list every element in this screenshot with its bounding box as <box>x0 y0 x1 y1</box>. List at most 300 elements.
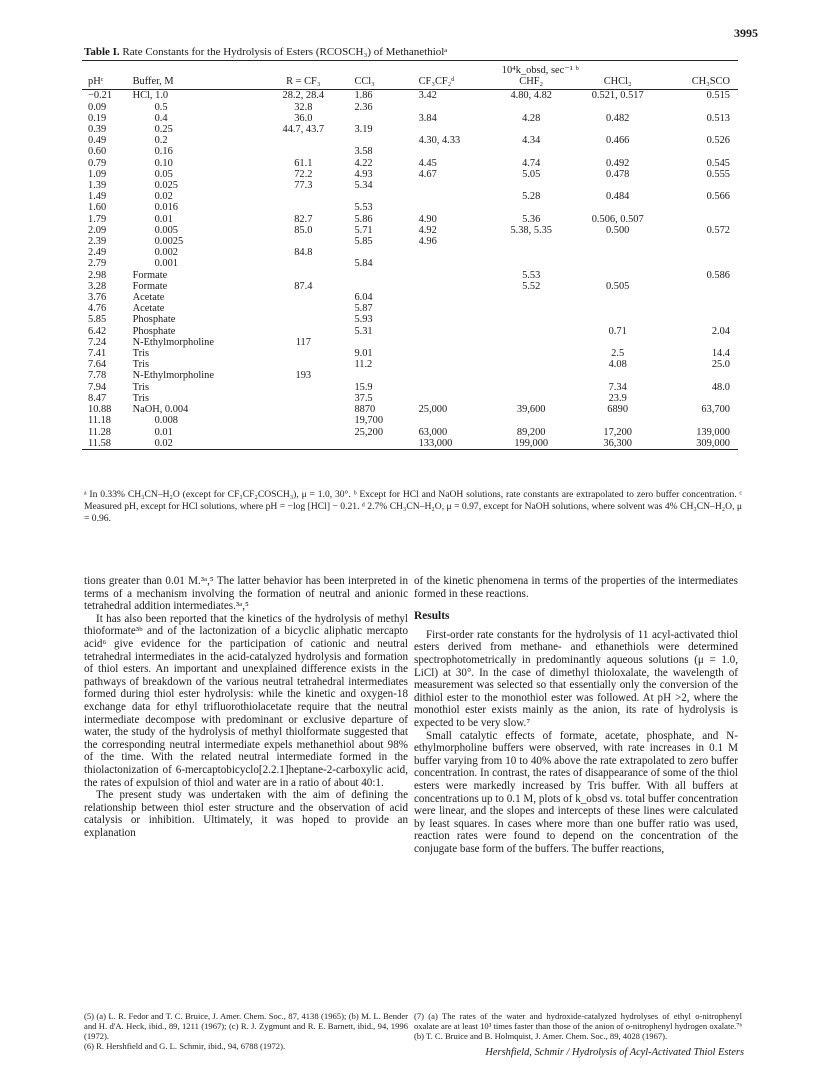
table-cell-ccl3: 5.71 <box>354 224 373 236</box>
table-cell-r-cf3 <box>264 270 342 281</box>
table-cell-buffer: Phosphate <box>132 325 176 337</box>
table-cell-cf3cf2 <box>409 258 490 269</box>
table-cell-ch3sco <box>663 236 738 247</box>
table-cell-chf2 <box>490 314 573 325</box>
table-cell-buffer: 0.10 <box>154 157 173 169</box>
table-cell-buffer: Acetate <box>132 292 165 304</box>
table-row <box>82 359 738 370</box>
table-cell-ch3sco <box>663 393 738 404</box>
table-cell-ph: 2.49 <box>88 247 107 259</box>
table-cell-r-cf3 <box>264 382 342 393</box>
table-cell-chf2 <box>490 303 573 314</box>
table-cell-buffer: 0.5 <box>154 101 168 113</box>
table-cell-ch3sco: 48.0 <box>711 381 730 393</box>
table-cell-buffer: HCl, 1.0 <box>132 90 169 102</box>
table-cell-ch3sco <box>663 146 738 157</box>
table-cell-ch3sco <box>663 292 738 303</box>
table-cell-chcl2: 23.9 <box>608 392 627 404</box>
table-cell-ph: 2.79 <box>88 258 107 270</box>
table-cell-ccl3 <box>342 270 408 281</box>
table-cell-cf3cf2 <box>409 270 490 281</box>
table-cell-ccl3: 11.2 <box>354 359 373 371</box>
table-cell-ch3sco: 25.0 <box>711 359 730 371</box>
table-cell-r-cf3 <box>264 393 342 404</box>
column-header-buffer: Buffer, M <box>129 76 265 90</box>
table-cell-chcl2 <box>573 247 663 258</box>
table-cell-buffer: 0.05 <box>154 168 173 180</box>
table-cell-ph: 11.58 <box>82 438 129 450</box>
table-row <box>82 214 738 225</box>
table-cell-ccl3 <box>342 337 408 348</box>
table-cell-ph: 8.47 <box>88 392 107 404</box>
table-cell-r-cf3: 82.7 <box>294 213 313 225</box>
column-header-cf3cf2: CF₃CF₂ᵈ <box>409 76 490 90</box>
table-cell-ccl3: 5.53 <box>354 202 373 214</box>
table-cell-ccl3: 15.9 <box>354 381 373 393</box>
table-cell-ch3sco <box>663 303 738 314</box>
column-header-ph: pHᶜ <box>82 76 129 90</box>
table-cell-ccl3: 8870 <box>354 404 376 416</box>
left-paragraph-3: The present study was undertaken with the aim of defining the relationship between thiol ester structure and the observation of acid catalysis or inhibition. Ultimately, it was hoped to provide an explanation <box>84 789 408 839</box>
table-cell-chcl2: 0.521, 0.517 <box>591 90 644 102</box>
table-cell-ccl3 <box>342 438 408 450</box>
table-cell-r-cf3: 44.7, 43.7 <box>282 124 325 136</box>
table-cell-chcl2: 17,200 <box>603 426 632 438</box>
table-cell-r-cf3 <box>264 404 342 415</box>
units-header: 10⁴k_obsd, sec⁻¹ ᵇ <box>501 65 579 76</box>
table-cell-ph: 11.28 <box>88 426 111 438</box>
table-row <box>82 146 738 157</box>
reference-item: (5) (a) L. R. Fedor and T. C. Bruice, J. Amer. Chem. Soc., 87, 4138 (1965); (b) M. L. Bender and H. d'A. Heck, ibid., 89, 1211 (1967); (c) R. J. Zygmunt and R. E. Barnett, ibid., 94, 1996 (1972). <box>84 1011 408 1041</box>
table-cell-ph: 1.60 <box>88 202 107 214</box>
table-row <box>82 281 738 292</box>
table-cell-ch3sco: 0.566 <box>706 191 730 203</box>
table-cell-r-cf3 <box>264 303 342 314</box>
table-cell-cf3cf2: 4.96 <box>418 236 437 248</box>
table-cell-ccl3: 37.5 <box>354 392 373 404</box>
table-cell-cf3cf2: 4.67 <box>418 168 437 180</box>
table-cell-buffer: Tris <box>132 359 149 371</box>
table-cell-chcl2 <box>573 270 663 281</box>
table-cell-r-cf3: 87.4 <box>294 280 313 292</box>
table-cell-cf3cf2: 63,000 <box>418 426 448 438</box>
table-cell-buffer: 0.02 <box>129 438 265 450</box>
table-row <box>82 169 738 180</box>
table-cell-r-cf3: 72.2 <box>294 168 313 180</box>
table-cell-ch3sco <box>663 314 738 325</box>
table-cell-chcl2 <box>573 314 663 325</box>
table-row <box>82 337 738 348</box>
table-cell-r-cf3: 193 <box>295 370 312 382</box>
table-cell-ch3sco <box>663 370 738 381</box>
table-cell-ch3sco <box>663 102 738 113</box>
table-cell-cf3cf2: 25,000 <box>418 404 448 416</box>
table-title: Rate Constants for the Hydrolysis of Esters (RCOSCH₃) of Methanethiolᵃ <box>122 46 448 58</box>
table-cell-ch3sco: 14.4 <box>711 348 730 360</box>
table-cell-cf3cf2 <box>409 326 490 337</box>
table-body <box>82 90 738 450</box>
table-cell-chf2: 4.28 <box>522 112 541 124</box>
table-cell-cf3cf2 <box>409 202 490 213</box>
table-cell-r-cf3 <box>264 326 342 337</box>
table-cell-r-cf3 <box>264 348 342 359</box>
table-cell-ch3sco: 309,000 <box>663 438 738 450</box>
table-row <box>82 135 738 146</box>
table-cell-ch3sco: 0.526 <box>706 135 730 147</box>
table-cell-ch3sco: 63,700 <box>701 404 730 416</box>
table-cell-ch3sco <box>663 124 738 135</box>
table-cell-buffer: 0.02 <box>154 191 173 203</box>
table-cell-ch3sco: 0.572 <box>706 224 730 236</box>
table-cell-r-cf3: 61.1 <box>294 157 313 169</box>
table-cell-cf3cf2 <box>409 415 490 426</box>
table-cell-chcl2 <box>573 124 663 135</box>
table-cell-ccl3: 9.01 <box>354 348 373 360</box>
table-cell-chcl2 <box>573 236 663 247</box>
table-cell-r-cf3 <box>264 314 342 325</box>
table-cell-chcl2: 0.478 <box>605 168 630 180</box>
table-cell-chcl2: 0.466 <box>605 135 630 147</box>
right-column <box>414 575 738 855</box>
table-cell-chf2: 4.74 <box>522 157 541 169</box>
table-cell-ccl3: 4.22 <box>354 157 373 169</box>
table-cell-r-cf3: 36.0 <box>294 112 313 124</box>
table-cell-chcl2 <box>573 180 663 191</box>
table-row <box>82 90 738 102</box>
table-cell-ph: 0.79 <box>88 157 107 169</box>
table-row <box>82 382 738 393</box>
table-cell-buffer: Tris <box>132 348 149 360</box>
table-cell-ccl3: 3.19 <box>354 124 373 136</box>
table-cell-chcl2: 7.34 <box>608 381 627 393</box>
table-cell-chcl2: 0.484 <box>605 191 630 203</box>
table-cell-chcl2: 0.505 <box>605 280 630 292</box>
table-cell-cf3cf2: 4.92 <box>418 224 437 236</box>
table-row <box>82 270 738 281</box>
column-header-chf2: CHF₂ <box>490 76 573 90</box>
table-cell-ccl3: 4.93 <box>354 168 373 180</box>
table-cell-ccl3 <box>342 113 408 124</box>
table-cell-ch3sco: 0.586 <box>706 269 730 281</box>
right-paragraph-2: First-order rate constants for the hydrolysis of 11 acyl-activated thiol esters derived from methane- and ethanethiols were determined spectrophotometrically in predominantly aqueous solutions (μ = 1.0, LiCl) at 30°. In the case of dimethyl thioloxalate, the wavelength of measurement was selected so that essentially only the conversion of the dithiol ester to the monothiol ester was followed. At pH >2, where the monothiol ester exists mainly as the anion, its rate of hydrolysis is expected to be very slow.⁷ <box>414 628 738 729</box>
table-row <box>82 113 738 124</box>
table-cell-buffer: Tris <box>132 392 149 404</box>
table-cell-cf3cf2 <box>409 393 490 404</box>
table-cell-chf2 <box>490 359 573 370</box>
table-cell-chf2 <box>490 292 573 303</box>
table-cell-chf2 <box>490 146 573 157</box>
table-cell-r-cf3: 28.2, 28.4 <box>282 90 325 102</box>
results-heading: Results <box>414 610 450 623</box>
table-cell-cf3cf2 <box>409 292 490 303</box>
table-cell-chcl2 <box>573 102 663 113</box>
table-cell-chf2 <box>490 180 573 191</box>
table-cell-chf2 <box>490 236 573 247</box>
table-row <box>82 180 738 191</box>
table-cell-r-cf3 <box>264 135 342 146</box>
table-cell-buffer: N-Ethylmorpholine <box>132 370 214 382</box>
table-cell-chcl2 <box>573 303 663 314</box>
table-cell-chcl2: 0.500 <box>605 224 630 236</box>
table-cell-ch3sco: 0.545 <box>706 157 730 169</box>
table-cell-ph: 1.39 <box>88 180 107 192</box>
table-cell-r-cf3 <box>264 427 342 438</box>
table-cell-chcl2 <box>573 146 663 157</box>
table-cell-cf3cf2 <box>409 102 490 113</box>
table-cell-cf3cf2 <box>409 191 490 202</box>
table-row <box>82 348 738 359</box>
table-cell-buffer: 0.005 <box>154 224 178 236</box>
table-cell-chf2: 5.52 <box>522 280 541 292</box>
table-cell-ccl3: 5.34 <box>354 180 373 192</box>
table-cell-r-cf3 <box>264 438 342 450</box>
table-cell-r-cf3: 84.8 <box>294 247 313 259</box>
table-cell-r-cf3 <box>264 359 342 370</box>
table-cell-ph: 10.88 <box>88 404 112 416</box>
table-cell-cf3cf2 <box>409 124 490 135</box>
table-cell-chf2 <box>490 202 573 213</box>
table-cell-ch3sco: 0.555 <box>706 168 730 180</box>
table-cell-ph: 2.98 <box>88 269 107 281</box>
table-row <box>82 314 738 325</box>
table-cell-chf2 <box>490 124 573 135</box>
table-cell-cf3cf2: 133,000 <box>409 438 490 450</box>
left-column <box>84 575 408 839</box>
table-cell-ch3sco <box>663 415 738 426</box>
column-header-ccl3: CCl₃ <box>342 76 408 90</box>
table-cell-ch3sco <box>663 247 738 258</box>
table-cell-ph: 0.60 <box>88 146 107 158</box>
table-cell-chf2: 4.34 <box>522 135 541 147</box>
table-cell-chf2: 5.28 <box>522 191 541 203</box>
table-cell-buffer: Phosphate <box>132 314 176 326</box>
table-cell-ph: 0.09 <box>88 101 107 113</box>
table-cell-chf2 <box>490 247 573 258</box>
table-cell-r-cf3: 117 <box>295 336 311 348</box>
column-header-r-cf3: R = CF₃ <box>264 76 342 90</box>
table-row <box>82 303 738 314</box>
table-cell-cf3cf2 <box>409 382 490 393</box>
table-cell-ch3sco: 0.513 <box>706 112 730 124</box>
table-cell-buffer: 0.016 <box>154 202 178 214</box>
table-cell-chf2 <box>490 415 573 426</box>
table-cell-cf3cf2 <box>409 180 490 191</box>
table-cell-ch3sco <box>663 258 738 269</box>
table-cell-ccl3: 6.04 <box>354 292 373 304</box>
table-cell-ph: 2.39 <box>88 236 107 248</box>
table-cell-r-cf3 <box>264 191 342 202</box>
table-cell-ch3sco <box>663 202 738 213</box>
table-cell-buffer: 0.008 <box>154 415 178 427</box>
table-cell-chcl2: 0.482 <box>605 112 630 124</box>
table-cell-buffer: Formate <box>132 280 168 292</box>
table-cell-ph: 2.09 <box>88 224 107 236</box>
table-cell-ccl3 <box>342 247 408 258</box>
table-cell-ph: 11.18 <box>88 415 111 427</box>
table-cell-cf3cf2 <box>409 337 490 348</box>
table-cell-r-cf3: 32.8 <box>294 101 313 113</box>
table-cell-ccl3 <box>342 281 408 292</box>
table-cell-chf2 <box>490 393 573 404</box>
table-cell-chf2: 89,200 <box>516 426 546 438</box>
table-row <box>82 102 738 113</box>
table-cell-ph: 0.19 <box>88 112 107 124</box>
table-cell-ccl3 <box>342 370 408 381</box>
table-row <box>82 370 738 381</box>
table-cell-ccl3: 2.36 <box>354 101 373 113</box>
table-cell-ch3sco <box>663 214 738 225</box>
table-row <box>82 427 738 438</box>
table-cell-ccl3: 5.31 <box>354 325 373 337</box>
table-row <box>82 404 738 415</box>
table-cell-chf2: 199,000 <box>490 438 573 450</box>
left-paragraph-2: It has also been reported that the kinetics of the hydrolysis of methyl thioformate³ᵇ and of the lactonization of a bicyclic aliphatic mercapto acid⁶ give evidence for the participation of cationic and neutral tetrahedral intermediates in the acid-catalyzed hydrolysis and formation of thiol esters. An important and unexplained difference exists in the pathways of breakdown of the various neutral tetrahedral intermediates formed during thiol ester hydrolysis: while the kinetic and oxygen-18 exchange data for ethyl trifluorothiolacetate require that the neutral intermediate decompose with predominant or exclusive departure of water, the study of the hydrolysis of methyl thiolformate suggested that the corresponding neutral intermediate expels methanethiol about 98% of the time. With the related neutral intermediate formed in the thiolactonization of 6-mercaptobicyclo[2.2.1]heptane-2-carboxylic acid, the rates of expulsion of thiol and water are in a ratio of about 40:1. <box>84 612 408 789</box>
table-cell-chf2: 5.36 <box>522 213 541 225</box>
table-cell-ph: 3.76 <box>88 292 107 304</box>
column-header-chcl2: CHCl₂ <box>573 76 663 90</box>
table-cell-buffer: Tris <box>132 381 149 393</box>
table-cell-ch3sco <box>663 180 738 191</box>
table-cell-chcl2: 0.506, 0.507 <box>591 213 644 225</box>
table-cell-ccl3 <box>342 135 408 146</box>
table-cell-chcl2 <box>573 415 663 426</box>
table-cell-ccl3: 3.58 <box>354 146 373 158</box>
table-cell-ccl3: 25,200 <box>354 426 384 438</box>
table-cell-ph: 1.09 <box>88 168 107 180</box>
table-cell-chcl2: 4.08 <box>608 359 627 371</box>
table-cell-ph: 0.49 <box>88 135 107 147</box>
table-cell-chf2 <box>490 348 573 359</box>
table-cell-ph: 5.85 <box>88 314 107 326</box>
table-cell-ph: 1.49 <box>88 191 107 203</box>
table-cell-ph: 7.78 <box>88 370 107 382</box>
left-paragraph-1: tions greater than 0.01 M.³ᵃ,⁵ The latter behavior has been interpreted in terms of a mechanism involving the formation of neutral and anionic tetrahedral addition intermediates.³ᵃ,⁵ <box>84 575 408 613</box>
table-row <box>82 415 738 426</box>
table-cell-buffer: Acetate <box>132 303 165 315</box>
table-cell-chf2 <box>490 258 573 269</box>
table-row <box>82 202 738 213</box>
table-cell-buffer: 0.0025 <box>154 236 184 248</box>
table-cell-chcl2 <box>573 202 663 213</box>
table-row <box>82 292 738 303</box>
table-cell-cf3cf2 <box>409 348 490 359</box>
table-cell-buffer: 0.4 <box>154 112 168 124</box>
table-cell-chf2 <box>490 337 573 348</box>
page-number: 3995 <box>734 26 758 40</box>
column-header-ch3sco: CH₃SCO <box>663 76 738 90</box>
table-cell-ccl3: 19,700 <box>354 415 384 427</box>
table-cell-chf2: 4.80, 4.82 <box>510 90 552 102</box>
table-cell-ccl3: 5.85 <box>354 236 373 248</box>
table-cell-buffer: N-Ethylmorpholine <box>132 336 214 348</box>
table-cell-ch3sco <box>663 337 738 348</box>
rate-constants-table <box>82 60 738 450</box>
running-footer: Hershfield, Schmir / Hydrolysis of Acyl-Activated Thiol Esters <box>485 1047 744 1058</box>
table-cell-buffer: 0.25 <box>154 124 173 136</box>
table-cell-buffer: NaOH, 0.004 <box>132 404 189 416</box>
table-cell-buffer: 0.2 <box>154 135 168 147</box>
table-cell-cf3cf2 <box>409 146 490 157</box>
table-cell-cf3cf2: 4.45 <box>418 157 437 169</box>
table-cell-chf2: 5.05 <box>522 168 541 180</box>
table-cell-ph: 7.64 <box>88 359 107 371</box>
table-cell-chf2 <box>490 382 573 393</box>
table-cell-buffer: 0.01 <box>154 213 173 225</box>
table-cell-chcl2: 2.5 <box>611 348 625 360</box>
table-cell-buffer: 0.01 <box>154 426 173 438</box>
table-cell-chf2: 5.38, 5.35 <box>510 224 552 236</box>
table-cell-chcl2 <box>573 370 663 381</box>
table-cell-ph: 3.28 <box>88 280 107 292</box>
table-row <box>82 158 738 169</box>
table-row <box>82 438 738 450</box>
table-cell-ccl3: 5.84 <box>354 258 373 270</box>
table-cell-buffer: 0.001 <box>154 258 178 270</box>
table-cell-r-cf3: 85.0 <box>294 224 313 236</box>
table-cell-r-cf3 <box>264 146 342 157</box>
references-right <box>414 1011 742 1041</box>
table-row <box>82 393 738 404</box>
table-cell-ch3sco: 2.04 <box>711 325 730 337</box>
table-row <box>82 236 738 247</box>
table-footnote: ᵃ In 0.33% CH₃CN–H₂O (except for CF₃CF₂COSCH₃), μ = 1.0, 30°. ᵇ Except for HCl and NaOH solutions, rate constants are extrapolated to zero buffer concentration. ᶜ Measured pH, except for HCl solutions, where pH = −log [HCl] − 0.21. ᵈ 2.7% CH₃CN–H₂O, μ = 0.97, except for NaOH solutions, where solvent was 4% CH₃CN–H₂O, μ = 0.96. <box>84 489 742 524</box>
table-cell-r-cf3 <box>264 202 342 213</box>
table-cell-chcl2 <box>573 258 663 269</box>
table-cell-ccl3: 5.87 <box>354 303 373 315</box>
table-cell-r-cf3: 77.3 <box>294 180 313 192</box>
reference-item: (7) (a) The rates of the water and hydroxide-catalyzed hydrolyses of ethyl o-nitrophenyl oxalate are at least 10³ times faster than those of the anion of o-nitrophenyl hydrogen oxalate.⁷ᵇ (b) T. C. Bruice and B. Holmquist, J. Amer. Chem. Soc., 89, 4028 (1967). <box>414 1011 742 1041</box>
table-cell-cf3cf2 <box>409 247 490 258</box>
table-cell-ph: 4.76 <box>88 303 107 315</box>
table-cell-chf2 <box>490 102 573 113</box>
table-cell-chcl2: 0.492 <box>605 157 630 169</box>
table-cell-cf3cf2 <box>409 314 490 325</box>
table-cell-ccl3: 5.93 <box>354 314 373 326</box>
table-cell-ph: −0.21 <box>88 90 113 102</box>
table-cell-chf2 <box>490 370 573 381</box>
table-cell-buffer: 0.002 <box>154 247 178 259</box>
table-row <box>82 191 738 202</box>
table-cell-buffer: 0.16 <box>154 146 173 158</box>
table-cell-r-cf3 <box>264 415 342 426</box>
table-row <box>82 124 738 135</box>
reference-item: (6) R. Hershfield and G. L. Schmir, ibid., 94, 6788 (1972). <box>84 1041 286 1051</box>
table-cell-chf2 <box>490 326 573 337</box>
table-cell-buffer: 0.025 <box>154 180 178 192</box>
table-cell-r-cf3 <box>264 258 342 269</box>
table-cell-ph: 7.94 <box>88 381 107 393</box>
table-cell-ccl3 <box>342 191 408 202</box>
table-cell-ch3sco: 0.515 <box>706 90 730 102</box>
table-cell-cf3cf2 <box>409 359 490 370</box>
table-cell-chf2: 39,600 <box>516 404 546 416</box>
table-cell-ccl3: 1.86 <box>354 90 373 102</box>
table-cell-chcl2: 6890 <box>607 404 629 416</box>
table-row <box>82 326 738 337</box>
table-cell-cf3cf2 <box>409 281 490 292</box>
table-row <box>82 225 738 236</box>
table-cell-chcl2: 0.71 <box>608 325 627 337</box>
table-cell-ph: 7.24 <box>88 336 107 348</box>
table-cell-ch3sco: 139,000 <box>696 426 730 438</box>
table-cell-ch3sco <box>663 281 738 292</box>
table-cell-ph: 6.42 <box>88 325 107 337</box>
table-cell-cf3cf2: 4.30, 4.33 <box>418 135 461 147</box>
table-cell-chcl2: 36,300 <box>573 438 663 450</box>
table-cell-buffer: Formate <box>132 269 168 281</box>
table-cell-cf3cf2: 3.84 <box>418 112 437 124</box>
table-cell-cf3cf2: 4.90 <box>418 213 437 225</box>
